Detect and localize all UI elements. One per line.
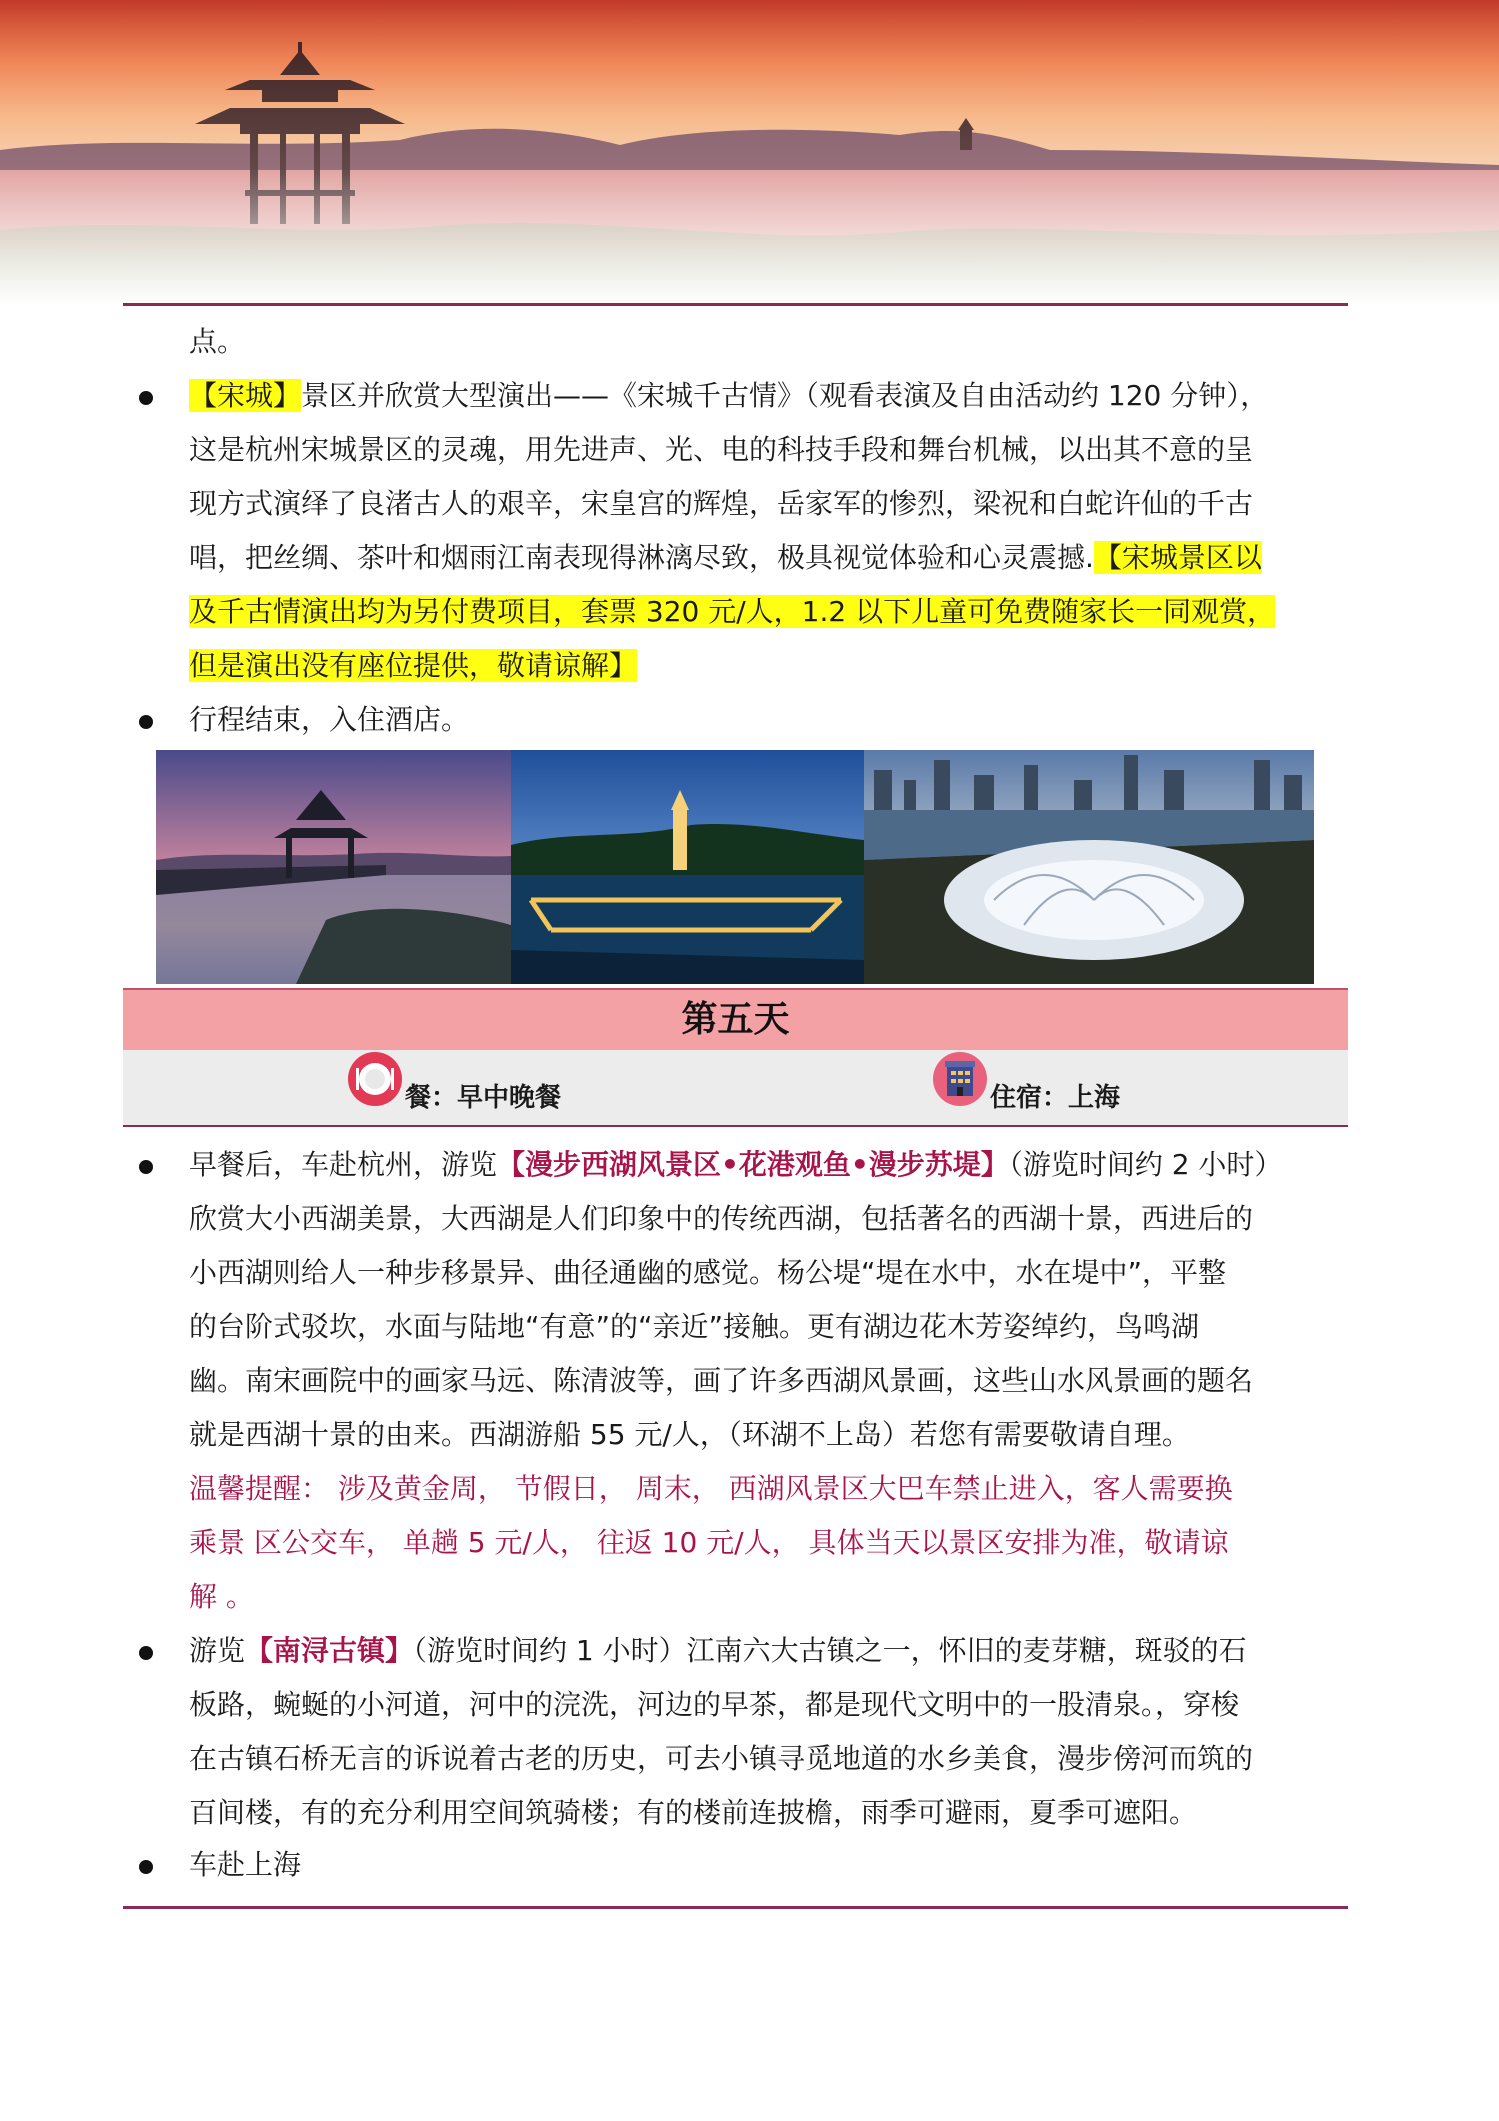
bullet [139,715,153,729]
songcheng-line-3: 现方式演绎了良渚古人的艰辛，宋皇宫的辉煌，岳家军的惨烈，梁祝和白蛇许仙的千古 [189,487,1254,520]
nanxun-text: （游览时间约 1 小时）江南六大古镇之一，怀旧的麦芽糖，斑驳的石 [413,1634,1247,1667]
nanxun-intro: 游览 [189,1634,246,1667]
songcheng-fee-note: 但是演出没有座位提供，敬请谅解】 [189,649,638,682]
songcheng-text: 景区并欣赏大型演出——《宋城千古情》（观看表演及自由活动约 120 分钟）， [301,379,1269,412]
hotel-icon [933,1052,987,1106]
day-info-bar [123,1050,1348,1127]
bullet [139,1646,153,1660]
meals-label: 餐：早中晚餐 [405,1083,562,1113]
bottom-divider [123,1906,1348,1909]
stadium-photo [864,750,1314,984]
day-title-bar: 第五天 [123,988,1348,1052]
westlake-tip-3: 解 。 [189,1580,254,1613]
westlake-intro: 早餐后，车赴杭州，游览 [189,1148,498,1181]
nanxun-name: 【南浔古镇】 [245,1634,414,1667]
westlake-line-3: 小西湖则给人一种步移景异、曲径通幽的感觉。杨公堤“堤在水中，水在堤中”，平整 [189,1256,1227,1289]
songcheng-line-2: 这是杭州宋城景区的灵魂，用先进声、光、电的科技手段和舞台机械，以出其不意的呈 [189,433,1254,466]
songcheng-name: 【宋城】 [189,379,302,412]
westlake-line-1 [189,1138,1282,1192]
westlake-line-5: 幽。南宋画院中的画家马远、陈清波等，画了许多西湖风景画，这些山水风景画的题名 [189,1364,1254,1397]
westlake-tip-1: 温馨提醒： 涉及黄金周， 节假日， 周末， 西湖风景区大巴车禁止进入，客人需要换 [189,1472,1233,1505]
songcheng-line-6 [189,639,637,693]
westlake-time: （游览时间约 2 小时） [1008,1148,1283,1181]
sunset-lake-pavilion-image [0,0,1499,305]
top-divider [123,303,1348,306]
bullet [139,391,153,405]
westlake-line-6: 就是西湖十景的由来。西湖游船 55 元/人，（环湖不上岛）若您有需要敬请自理。 [189,1418,1190,1451]
nanxun-line-2: 板路，蜿蜒的小河道，河中的浣洗，河边的早茶，都是现代文明中的一股清泉。，穿梭 [189,1688,1240,1721]
westlake-line-4: 的台阶式驳坎，水面与陆地“有意”的“亲近”接触。更有湖边花木芳姿绰约，鸟鸣湖 [189,1310,1200,1343]
hotel-label: 住宿：上海 [990,1083,1121,1113]
bullet [139,1860,153,1874]
westlake-tip-2: 乘景 区公交车， 单趟 5 元/人， 往返 10 元/人， 具体当天以景区安排为准，敬请谅 [189,1526,1229,1559]
final-text: 车赴上海 [189,1848,302,1881]
westlake-name: 【漫步西湖风景区•花港观鱼•漫步苏堤】 [497,1148,1009,1181]
nanxun-line-3: 在古镇石桥无言的诉说着古老的历史，可去小镇寻觅地道的水乡美食，漫步傍河而筑的 [189,1742,1254,1775]
songcheng-fee-note: 【宋城景区以 [1093,541,1262,574]
photo-strip [156,750,1314,984]
songcheng-fee-note: 及千古情演出均为另付费项目，套票 320 元/人，1.2 以下儿童可免费随家长一同观赏， [189,595,1276,628]
itinerary-content [123,315,1348,735]
songcheng-line-4 [189,531,1262,585]
nanxun-line-1 [189,1624,1247,1678]
header-banner [0,0,1499,305]
continuation-text: 点。 [189,325,246,358]
plate-icon [348,1052,402,1106]
nanxun-line-4: 百间楼，有的充分利用空间筑骑楼；有的楼前连披檐，雨季可避雨，夏季可遮阳。 [189,1796,1198,1829]
songcheng-line-1 [189,369,1268,423]
songcheng-text: 唱，把丝绸、茶叶和烟雨江南表现得淋漓尽致，极具视觉体验和心灵震撼. [189,541,1094,574]
day5-content [123,1138,1348,1881]
checkin-text: 行程结束，入住酒店。 [189,703,470,736]
leifeng-pagoda-night-photo [511,750,864,984]
westlake-line-2: 欣赏大小西湖美景，大西湖是人们印象中的传统西湖，包括著名的西湖十景，西进后的 [189,1202,1254,1235]
bullet [139,1160,153,1174]
pavilion-sunset-photo [156,750,511,984]
songcheng-line-5 [189,585,1275,639]
